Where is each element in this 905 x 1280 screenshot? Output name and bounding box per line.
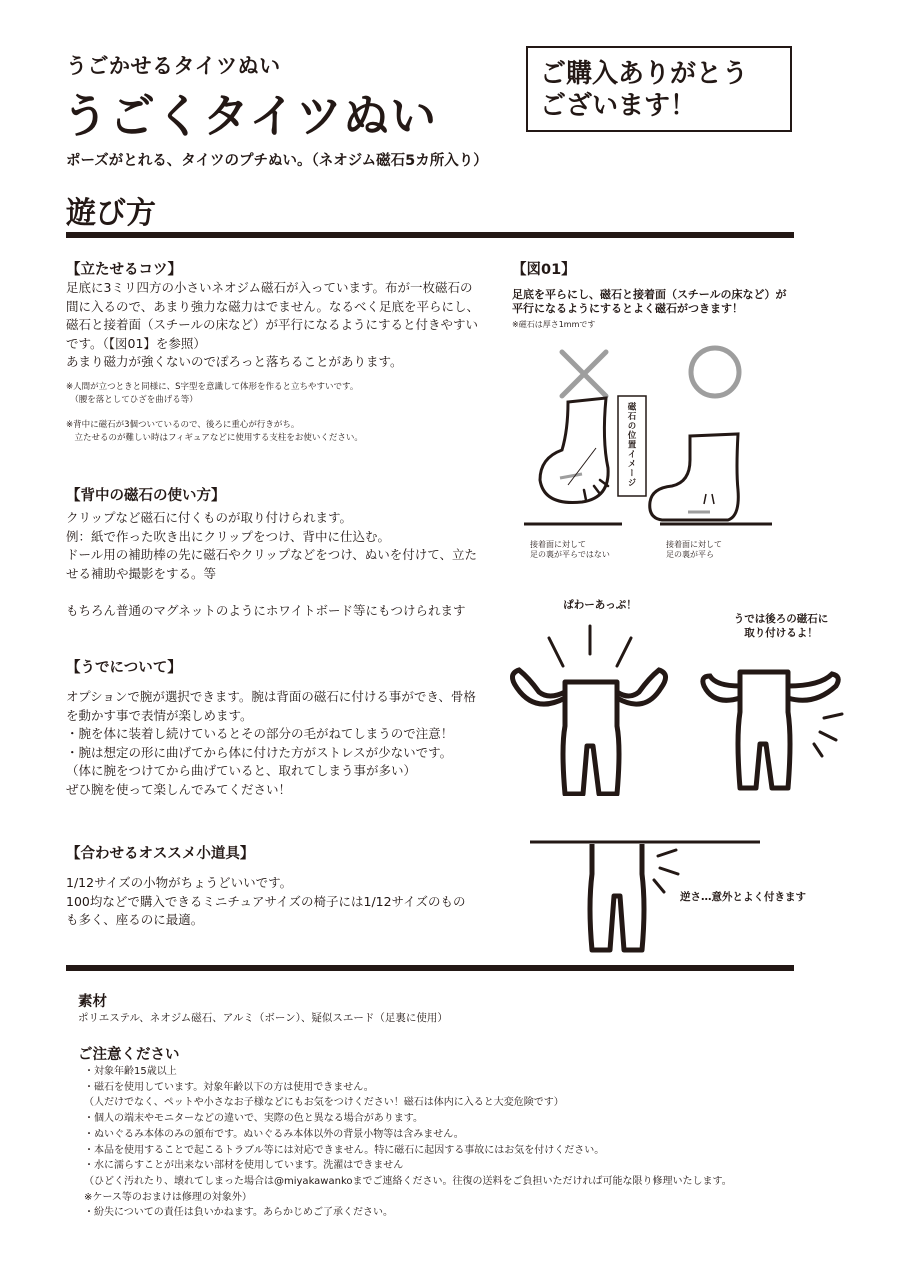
stand-note-1: ※人間が立つときと同様に、S字型を意識して体形を作ると立ちやすいです。 （腰を落としてひざを曲げる等） [66,382,359,405]
caution-heading: ご注意ください [78,1047,180,1063]
thanks-text: ご購入ありがとう ございます！ [540,59,749,121]
circle-icon [691,348,739,396]
caution-text: ・対象年齢15歳以上 ・磁石を使用しています。対象年齢以下の方は使用できません。 （人だけでなく、ペットや小さなお子様などにもお気をつけください！磁石は体内に入ると大変危険です） ・個人の端末やモニターなどの違いで、実際の色と異なる場合があります。 ・ぬいぐるみ本体のみの頒布です。ぬいぐるみ本体以外の背景小物等は含みません。 ・本品を使用することで起こるトラブル等には対応できません。特に磁石に起因する事故にはお気を付けください。 ・水に濡らすことが出来ない部材を使用しています。洗濯はできません （ひどく汚れたり、壊れてしまった場合は@miyakawankoまでご連絡ください。往復の送料をご負担いただければ可能な限り修理いたします。 ※ケース等のおまけは修理の対象外） ・紛失についての責任は負いかねます。あらかじめご了承ください。 [84,1066,732,1219]
stand-body: 足底に3ミリ四方の小さいネオジム磁石が入っています。布が一枚磁石の 間に入るので、あまり強力な磁力はでません。なるべく足底を平らにし、 磁石と接着面（スチールの床など）が平行になるようにすると付きやすい です。（【図01】を参照） あまり磁力が強くないのでぽろっと落ちることがあります。 [66,280,480,369]
flat-foot-icon [650,434,739,520]
stand-heading: 【立たせるコツ】 [66,262,182,278]
back-body: クリップなど磁石に付くものが取り付けられます。 例：紙で作った吹き出にクリップをつけ、背中に仕込む。 ドール用の補助棒の先に磁石やクリップなどをつけ、ぬいを付けて、立た せる補助や撮影をする。等 もちろん普通のマグネットのようにホワイトボード等にもつけられます [66,510,478,618]
top-divider [66,232,794,238]
arms-body: オプションで腕が選択できます。腕は背面の磁石に付ける事ができ、骨格 を動かす事で表情が楽しめます。 ・腕を体に装着し続けているとその部分の毛がねてしまうので注意！ ・腕は想定の形に曲げてから体に付けた方がストレスが少ないです。 （体に腕をつけてから曲げていると、取れてしまう事が多い） ぜひ腕を使って楽しんでみてください！ [66,689,476,797]
back-heading: 【背中の磁石の使い方】 [66,488,226,504]
upside-caption: 逆さ…意外とよく付きます [680,891,806,903]
stand-note-2: ※背中に磁石が3個ついているので、後ろに重心が行きがち。 立たせるのが難しい時はフィギュアなどに使用する支柱をお使いください。 [66,420,363,443]
materials-text: ポリエステル、ネオジム磁石、アルミ（ボーン）、疑似スエード（足裏に使用） [78,1012,448,1024]
product-title: うごくタイツぬい [62,89,438,143]
figure-note: ※磁石は厚さ1mmです [512,320,596,329]
back-arms-caption: うでは後ろの磁石に 取り付けるよ！ [733,613,829,639]
power-up-caption: ぱわーあっぷ！ [563,599,637,611]
cross-icon [562,352,606,396]
play-heading: 遊び方 [66,196,156,231]
magnet-position-label: 磁石の位置イメージ [626,402,636,488]
arms-heading: 【うでについて】 [66,660,182,676]
bad-caption: 接着面に対して 足の裏が平らではない [530,540,610,559]
foot-comparison-illustration [510,340,800,540]
product-subtitle: うごかせるタイツぬい [66,54,281,78]
power-up-figure [505,618,675,796]
figure-description: 足底を平らにし、磁石と接着面（スチールの床など）が 平行になるようにするとよく磁石がつきます！ [512,288,787,315]
tilted-foot-icon [540,398,608,503]
figure-title: 【図01】 [512,262,576,278]
good-caption: 接着面に対して 足の裏が平ら [666,540,722,559]
materials-heading: 素材 [78,994,107,1010]
tagline: ポーズがとれる、タイツのプチぬい。（ネオジム磁石5カ所入り） [66,153,488,169]
tools-heading: 【合わせるオススメ小道具】 [66,846,255,862]
bottom-divider [66,965,794,971]
back-arms-figure [696,648,856,794]
tools-body: 1/12サイズの小物がちょうどいいです。 100均などで購入できるミニチュアサイズの椅子には1/12サイズのもの も多く、座るのに最適。 [66,875,466,927]
thanks-box [526,46,792,132]
